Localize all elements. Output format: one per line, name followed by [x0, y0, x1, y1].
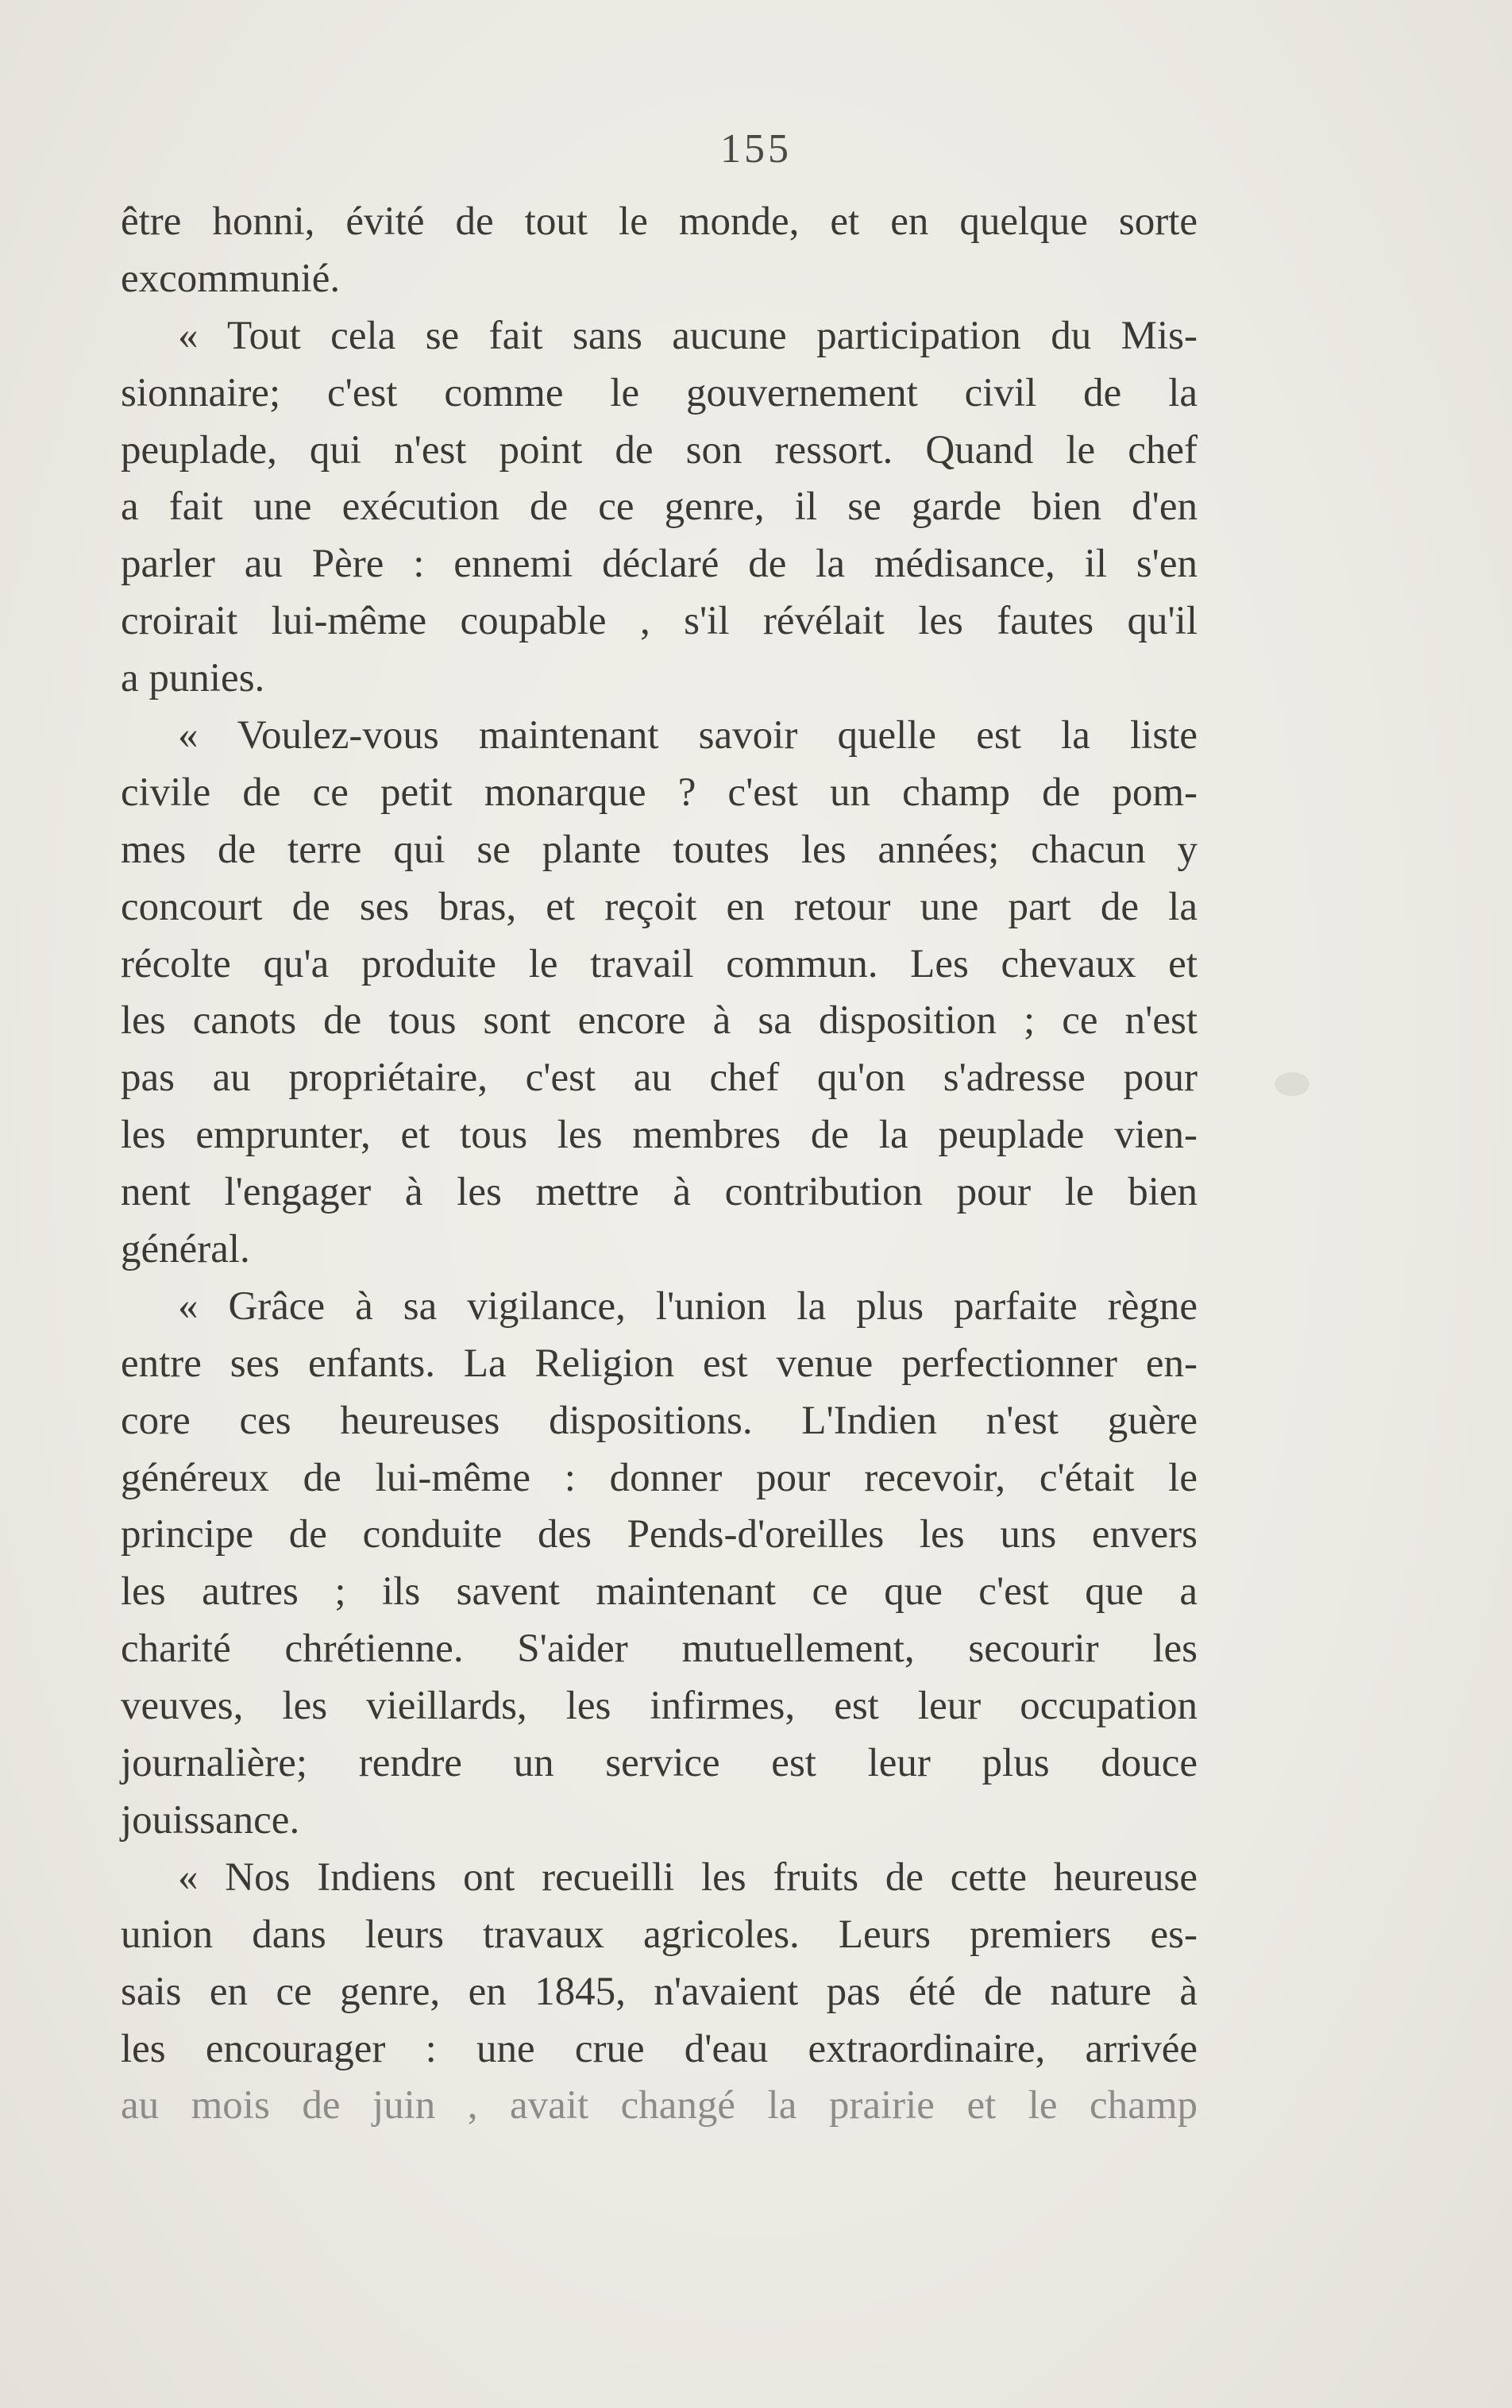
text-line: « Grâce à sa vigilance, l'union la plus parfaite règne [178, 1283, 1198, 1329]
paper-stain [1275, 1072, 1310, 1096]
text-line: les encourager : une crue d'eau extraordinaire, arrivée [121, 2026, 1198, 2071]
body-text [121, 194, 1198, 2135]
text-line: excommunié. [121, 256, 341, 301]
text-line: concourt de ses bras, et reçoit en retour une part de la [121, 884, 1198, 929]
text-line: nent l'engager à les mettre à contribution pour le bien [121, 1170, 1198, 1215]
page-number: 155 [720, 126, 792, 172]
text-line: union dans leurs travaux agricoles. Leurs premiers es- [121, 1912, 1198, 1957]
text-line: les canots de tous sont encore à sa disposition ; ce n'est [121, 998, 1198, 1044]
text-line: récolte qu'a produite le travail commun. Les chevaux et [121, 941, 1198, 986]
text-line: charité chrétienne. S'aider mutuellement, secourir les [121, 1627, 1198, 1672]
text-line: civile de ce petit monarque ? c'est un champ de pom- [121, 770, 1198, 815]
text-line: veuves, les vieillards, les infirmes, est leur occupation [121, 1684, 1198, 1729]
text-line: « Nos Indiens ont recueilli les fruits de cette heureuse [178, 1854, 1198, 1900]
text-line: parler au Père : ennemi déclaré de la médisance, il s'en [121, 542, 1198, 587]
text-line: « Voulez-vous maintenant savoir quelle est la liste [178, 713, 1198, 758]
text-line: au mois de juin , avait changé la prairie et le champ [121, 2083, 1198, 2128]
text-line: généreux de lui-même : donner pour recevoir, c'était le [121, 1455, 1198, 1500]
text-line: pas au propriétaire, c'est au chef qu'on s'adresse pour [121, 1055, 1198, 1101]
text-line: core ces heureuses dispositions. L'Indien n'est guère [121, 1398, 1198, 1443]
text-line: principe de conduite des Pends-d'oreilles les uns envers [121, 1512, 1198, 1557]
text-line: général. [121, 1227, 250, 1272]
text-line: a punies. [121, 656, 265, 701]
text-line: les autres ; ils savent maintenant ce que c'est que a [121, 1569, 1198, 1615]
text-line: être honni, évité de tout le monde, et en quelque sorte [121, 199, 1198, 244]
text-line: journalière; rendre un service est leur plus douce [121, 1741, 1198, 1786]
text-line: entre ses enfants. La Religion est venue perfectionner en- [121, 1341, 1198, 1386]
text-line: peuplade, qui n'est point de son ressort. Quand le chef [121, 427, 1198, 473]
text-line: « Tout cela se fait sans aucune participation du Mis- [178, 313, 1198, 358]
text-line: croirait lui-même coupable , s'il révélait les fautes qu'il [121, 599, 1198, 644]
text-line: jouissance. [121, 1797, 300, 1843]
text-line: les emprunter, et tous les membres de la peuplade vien- [121, 1113, 1198, 1158]
text-line: a fait une exécution de ce genre, il se garde bien d'en [121, 484, 1198, 530]
text-line: sais en ce genre, en 1845, n'avaient pas été de nature à [121, 1969, 1198, 2014]
text-line: sionnaire; c'est comme le gouvernement civil de la [121, 370, 1198, 415]
text-line: mes de terre qui se plante toutes les années; chacun y [121, 827, 1198, 872]
